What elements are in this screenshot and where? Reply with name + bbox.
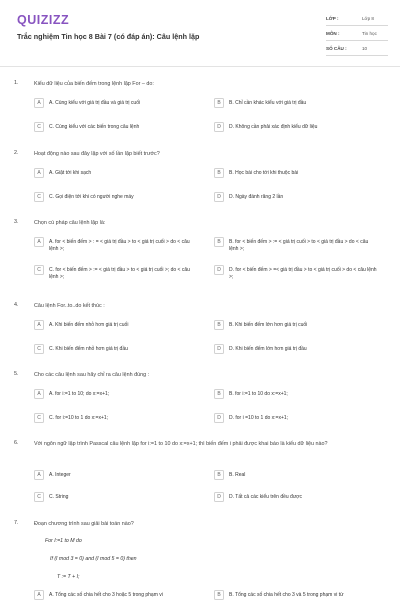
option-letter: D xyxy=(214,122,224,132)
meta-label: MÔN : xyxy=(326,31,340,36)
option-letter: A xyxy=(34,320,44,330)
option-text: A. Khi biến đếm nhỏ hơn giá trị cuối xyxy=(49,321,129,328)
option-text: C. Khi biến đếm nhỏ hơn giá trị đầu xyxy=(49,345,128,352)
option-text: B. Tổng các số chia hết cho 3 và 5 trong phạm vi từ xyxy=(229,591,344,598)
meta-label: SỐ CÂU : xyxy=(326,46,347,51)
option-text: C. Cùng kiểu với các biến trong câu lệnh xyxy=(49,123,140,130)
code-line: If (I mod 3 = 0) and (I mod 5 = 0) then xyxy=(50,556,137,562)
meta-label: LỚP : xyxy=(326,16,339,21)
question-number: 1. xyxy=(14,80,19,86)
option-letter: C xyxy=(34,492,44,502)
question-text: Cho các câu lệnh sau hãy chỉ ra câu lệnh đúng : xyxy=(34,372,150,378)
question-number: 4. xyxy=(14,302,19,308)
option-text: B. Real xyxy=(229,471,246,478)
meta-value: 10 xyxy=(362,46,368,51)
option-text: A. Tổng các số chia hết cho 3 hoặc 5 trong phạm vi xyxy=(49,591,163,598)
option-letter: D xyxy=(214,492,224,502)
option-text: A. for i:=1 to 10; do x:=x+1; xyxy=(49,390,110,397)
option-letter: A xyxy=(34,98,44,108)
question-number: 7. xyxy=(14,520,19,526)
option-text: C. Gọi điện tới khi có người nghe máy xyxy=(49,193,134,200)
option-text: C. String xyxy=(49,493,69,500)
option-letter: C xyxy=(34,413,44,423)
option-letter: A xyxy=(34,389,44,399)
option-text: A. for < biến đếm > : = < giá trị đầu > to < giá trị cuối > do < câu lệnh >; xyxy=(49,238,190,252)
option-letter: B xyxy=(214,590,224,600)
option-letter: C xyxy=(34,122,44,132)
option-text: D. Khi biến đếm lớn hơn giá trị đầu xyxy=(229,345,307,352)
option-letter: C xyxy=(34,192,44,202)
divider xyxy=(326,25,388,26)
option-text: D. Không cần phải xác định kiểu dữ liệu xyxy=(229,123,318,130)
question-text: Hoạt động nào sau đây lặp với số lần lặp biết trước? xyxy=(34,151,160,157)
option-letter: C xyxy=(34,344,44,354)
meta-value: Tin học xyxy=(362,31,377,36)
option-letter: B xyxy=(214,98,224,108)
question-number: 5. xyxy=(14,371,19,377)
question-number: 3. xyxy=(14,219,19,225)
header-divider xyxy=(0,66,400,67)
option-text: A. Cùng kiểu với giá trị đầu và giá trị cuối xyxy=(49,99,141,106)
meta-value: Lớp 8 xyxy=(362,16,374,21)
page-title: Trắc nghiệm Tin học 8 Bài 7 (có đáp án): Câu lệnh lặp xyxy=(17,32,200,41)
option-text: B. Học bài cho tới khi thuộc bài xyxy=(229,169,299,176)
option-text: D. Ngày đánh răng 2 lần xyxy=(229,193,284,200)
option-letter: B xyxy=(214,168,224,178)
option-letter: B xyxy=(214,237,224,247)
code-line: T := T + I; xyxy=(57,574,80,580)
option-text: B. Chỉ cần khác kiểu với giá trị đầu xyxy=(229,99,307,106)
option-text: D. for < biến đếm > =< giá trị đầu > to < giá trị cuối > do < câu lệnh >; xyxy=(229,266,377,280)
option-text: B. for i:=1 to 10 do x:=x+1; xyxy=(229,390,288,397)
option-text: D. Tất cả các kiểu trên đều được xyxy=(229,493,302,500)
option-text: B. for < biến đếm > := < giá trị cuối > to < giá trị đầu > do < câu lệnh >; xyxy=(229,238,369,252)
option-text: B. Khi biến đếm lớn hơn giá trị cuối xyxy=(229,321,308,328)
question-text: Đoạn chương trình sau giải bài toán nào? xyxy=(34,521,134,527)
page-header xyxy=(0,0,400,62)
option-letter: D xyxy=(214,413,224,423)
option-text: A. Integer xyxy=(49,471,71,478)
option-letter: A xyxy=(34,237,44,247)
option-text: D. for i =10 to 1 do x:=x+1; xyxy=(229,414,289,421)
option-letter: D xyxy=(214,344,224,354)
meta-count xyxy=(326,46,388,57)
divider xyxy=(326,40,388,41)
option-text: C. for i:=10 to 1 do x:=x+1; xyxy=(49,414,109,421)
option-letter: B xyxy=(214,470,224,480)
option-letter: D xyxy=(214,192,224,202)
option-letter: D xyxy=(214,265,224,275)
option-text: A. Giặt tới khi sạch xyxy=(49,169,92,176)
question-text: Với ngôn ngữ lập trình Passcal câu lệnh lặp for i:=1 to 10 do x:=x+1; thì biến đếm i phải được khai báo là kiểu dữ liệu nào? xyxy=(34,441,328,447)
option-letter: B xyxy=(214,320,224,330)
meta-grade xyxy=(326,16,388,27)
option-letter: B xyxy=(214,389,224,399)
option-letter: A xyxy=(34,590,44,600)
question-number: 2. xyxy=(14,150,19,156)
question-text: Kiểu dữ liệu của biến đếm trong lệnh lặp For – do: xyxy=(34,81,154,87)
option-letter: A xyxy=(34,470,44,480)
option-text: C. for < biến đếm > := < giá trị đầu > to < giá trị cuối >; do < câu lệnh >; xyxy=(49,266,190,280)
question-text: Câu lệnh For..to..do kết thúc : xyxy=(34,303,105,309)
divider xyxy=(326,55,388,56)
meta-subject xyxy=(326,31,388,42)
quizizz-logo: QUIZIZZ xyxy=(17,13,70,27)
question-text: Chọn cú pháp câu lệnh lặp là: xyxy=(34,220,106,226)
option-letter: A xyxy=(34,168,44,178)
question-number: 6. xyxy=(14,440,19,446)
code-line: For I:=1 to M do xyxy=(45,538,82,544)
option-letter: C xyxy=(34,265,44,275)
